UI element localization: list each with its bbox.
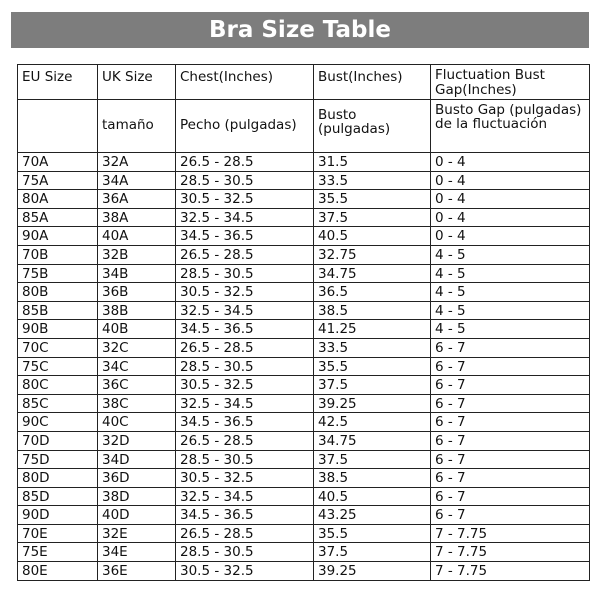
cell-chest: 26.5 - 28.5 xyxy=(176,338,314,357)
cell-eu-size: 70C xyxy=(18,338,98,357)
cell-uk-size: 36C xyxy=(98,376,176,395)
cell-gap: 0 - 4 xyxy=(431,153,590,172)
cell-uk-size: 38A xyxy=(98,208,176,227)
cell-gap: 0 - 4 xyxy=(431,171,590,190)
table-row xyxy=(18,227,590,246)
cell-uk-size: 38D xyxy=(98,487,176,506)
table-row xyxy=(18,264,590,283)
cell-eu-size: 70A xyxy=(18,153,98,172)
table-row xyxy=(18,487,590,506)
cell-bust: 40.5 xyxy=(314,487,431,506)
cell-chest: 28.5 - 30.5 xyxy=(176,264,314,283)
subheader-chest: Pecho (pulgadas) xyxy=(176,100,314,153)
cell-uk-size: 32B xyxy=(98,245,176,264)
header-uk-size: UK Size xyxy=(98,65,176,100)
table-row xyxy=(18,320,590,339)
cell-gap: 6 - 7 xyxy=(431,338,590,357)
cell-bust: 41.25 xyxy=(314,320,431,339)
cell-uk-size: 32D xyxy=(98,431,176,450)
cell-chest: 30.5 - 32.5 xyxy=(176,376,314,395)
cell-chest: 28.5 - 30.5 xyxy=(176,543,314,562)
cell-chest: 32.5 - 34.5 xyxy=(176,208,314,227)
cell-gap: 6 - 7 xyxy=(431,431,590,450)
cell-gap: 4 - 5 xyxy=(431,264,590,283)
table-row xyxy=(18,338,590,357)
cell-gap: 4 - 5 xyxy=(431,320,590,339)
cell-eu-size: 90B xyxy=(18,320,98,339)
table-row xyxy=(18,171,590,190)
cell-chest: 32.5 - 34.5 xyxy=(176,487,314,506)
cell-eu-size: 80A xyxy=(18,190,98,209)
cell-bust: 32.75 xyxy=(314,245,431,264)
cell-bust: 37.5 xyxy=(314,450,431,469)
cell-chest: 34.5 - 36.5 xyxy=(176,227,314,246)
cell-eu-size: 70E xyxy=(18,524,98,543)
cell-bust: 31.5 xyxy=(314,153,431,172)
cell-chest: 34.5 - 36.5 xyxy=(176,413,314,432)
cell-bust: 39.25 xyxy=(314,562,431,581)
cell-eu-size: 80B xyxy=(18,283,98,302)
cell-gap: 0 - 4 xyxy=(431,208,590,227)
cell-eu-size: 85C xyxy=(18,394,98,413)
cell-chest: 26.5 - 28.5 xyxy=(176,245,314,264)
cell-bust: 34.75 xyxy=(314,431,431,450)
cell-bust: 35.5 xyxy=(314,190,431,209)
cell-bust: 35.5 xyxy=(314,357,431,376)
cell-gap: 6 - 7 xyxy=(431,487,590,506)
cell-eu-size: 70D xyxy=(18,431,98,450)
cell-eu-size: 70B xyxy=(18,245,98,264)
cell-gap: 6 - 7 xyxy=(431,357,590,376)
table-row xyxy=(18,394,590,413)
cell-uk-size: 36B xyxy=(98,283,176,302)
table-row xyxy=(18,153,590,172)
cell-uk-size: 40D xyxy=(98,506,176,525)
cell-bust: 33.5 xyxy=(314,338,431,357)
cell-uk-size: 36D xyxy=(98,469,176,488)
cell-chest: 30.5 - 32.5 xyxy=(176,283,314,302)
cell-eu-size: 80C xyxy=(18,376,98,395)
cell-eu-size: 80D xyxy=(18,469,98,488)
table-row xyxy=(18,376,590,395)
cell-bust: 37.5 xyxy=(314,543,431,562)
cell-bust: 37.5 xyxy=(314,376,431,395)
cell-uk-size: 36A xyxy=(98,190,176,209)
cell-gap: 7 - 7.75 xyxy=(431,562,590,581)
cell-eu-size: 85A xyxy=(18,208,98,227)
table-row xyxy=(18,413,590,432)
cell-chest: 28.5 - 30.5 xyxy=(176,450,314,469)
cell-gap: 4 - 5 xyxy=(431,245,590,264)
cell-gap: 6 - 7 xyxy=(431,469,590,488)
subheader-gap: Busto Gap (pulgadas) de la fluctuación xyxy=(431,100,590,153)
cell-eu-size: 80E xyxy=(18,562,98,581)
cell-uk-size: 34C xyxy=(98,357,176,376)
cell-chest: 26.5 - 28.5 xyxy=(176,153,314,172)
subheader-bust: Busto (pulgadas) xyxy=(314,100,431,153)
header-eu-size: EU Size xyxy=(18,65,98,100)
header-gap: Fluctuation Bust Gap(Inches) xyxy=(431,65,590,100)
table-row xyxy=(18,190,590,209)
cell-eu-size: 85D xyxy=(18,487,98,506)
cell-uk-size: 32A xyxy=(98,153,176,172)
cell-bust: 36.5 xyxy=(314,283,431,302)
table-row xyxy=(18,208,590,227)
page-title: Bra Size Table xyxy=(11,12,589,48)
table-row xyxy=(18,357,590,376)
cell-uk-size: 32E xyxy=(98,524,176,543)
cell-gap: 7 - 7.75 xyxy=(431,524,590,543)
table-row xyxy=(18,562,590,581)
cell-eu-size: 75E xyxy=(18,543,98,562)
cell-bust: 35.5 xyxy=(314,524,431,543)
table-row xyxy=(18,301,590,320)
size-table xyxy=(17,64,590,581)
cell-uk-size: 38C xyxy=(98,394,176,413)
cell-gap: 4 - 5 xyxy=(431,301,590,320)
cell-bust: 33.5 xyxy=(314,171,431,190)
cell-bust: 38.5 xyxy=(314,301,431,320)
cell-bust: 42.5 xyxy=(314,413,431,432)
cell-chest: 26.5 - 28.5 xyxy=(176,524,314,543)
cell-bust: 37.5 xyxy=(314,208,431,227)
cell-chest: 30.5 - 32.5 xyxy=(176,190,314,209)
cell-chest: 34.5 - 36.5 xyxy=(176,320,314,339)
cell-chest: 32.5 - 34.5 xyxy=(176,394,314,413)
table-row xyxy=(18,506,590,525)
cell-gap: 0 - 4 xyxy=(431,227,590,246)
table-row xyxy=(18,469,590,488)
cell-eu-size: 85B xyxy=(18,301,98,320)
cell-gap: 6 - 7 xyxy=(431,376,590,395)
cell-eu-size: 90C xyxy=(18,413,98,432)
cell-chest: 26.5 - 28.5 xyxy=(176,431,314,450)
cell-uk-size: 32C xyxy=(98,338,176,357)
cell-gap: 6 - 7 xyxy=(431,394,590,413)
cell-uk-size: 34D xyxy=(98,450,176,469)
cell-chest: 30.5 - 32.5 xyxy=(176,469,314,488)
header-bust: Bust(Inches) xyxy=(314,65,431,100)
cell-gap: 0 - 4 xyxy=(431,190,590,209)
cell-bust: 43.25 xyxy=(314,506,431,525)
cell-uk-size: 34E xyxy=(98,543,176,562)
subheader-row xyxy=(18,100,590,153)
cell-uk-size: 40A xyxy=(98,227,176,246)
header-row xyxy=(18,65,590,100)
subheader-eu-size xyxy=(18,100,98,153)
table-row xyxy=(18,450,590,469)
cell-eu-size: 90A xyxy=(18,227,98,246)
header-chest: Chest(Inches) xyxy=(176,65,314,100)
cell-uk-size: 36E xyxy=(98,562,176,581)
cell-chest: 34.5 - 36.5 xyxy=(176,506,314,525)
cell-uk-size: 40C xyxy=(98,413,176,432)
cell-eu-size: 75C xyxy=(18,357,98,376)
cell-eu-size: 75D xyxy=(18,450,98,469)
cell-eu-size: 75A xyxy=(18,171,98,190)
cell-chest: 30.5 - 32.5 xyxy=(176,562,314,581)
table-row xyxy=(18,283,590,302)
cell-uk-size: 40B xyxy=(98,320,176,339)
cell-uk-size: 34B xyxy=(98,264,176,283)
cell-chest: 32.5 - 34.5 xyxy=(176,301,314,320)
cell-chest: 28.5 - 30.5 xyxy=(176,357,314,376)
cell-bust: 39.25 xyxy=(314,394,431,413)
cell-gap: 6 - 7 xyxy=(431,450,590,469)
cell-bust: 40.5 xyxy=(314,227,431,246)
cell-gap: 6 - 7 xyxy=(431,413,590,432)
table-row xyxy=(18,245,590,264)
cell-eu-size: 75B xyxy=(18,264,98,283)
table-row xyxy=(18,524,590,543)
cell-gap: 6 - 7 xyxy=(431,506,590,525)
table-row xyxy=(18,543,590,562)
cell-gap: 4 - 5 xyxy=(431,283,590,302)
cell-uk-size: 34A xyxy=(98,171,176,190)
cell-uk-size: 38B xyxy=(98,301,176,320)
table-row xyxy=(18,431,590,450)
cell-chest: 28.5 - 30.5 xyxy=(176,171,314,190)
cell-bust: 34.75 xyxy=(314,264,431,283)
subheader-uk-size: tamaño xyxy=(98,100,176,153)
cell-eu-size: 90D xyxy=(18,506,98,525)
cell-gap: 7 - 7.75 xyxy=(431,543,590,562)
cell-bust: 38.5 xyxy=(314,469,431,488)
